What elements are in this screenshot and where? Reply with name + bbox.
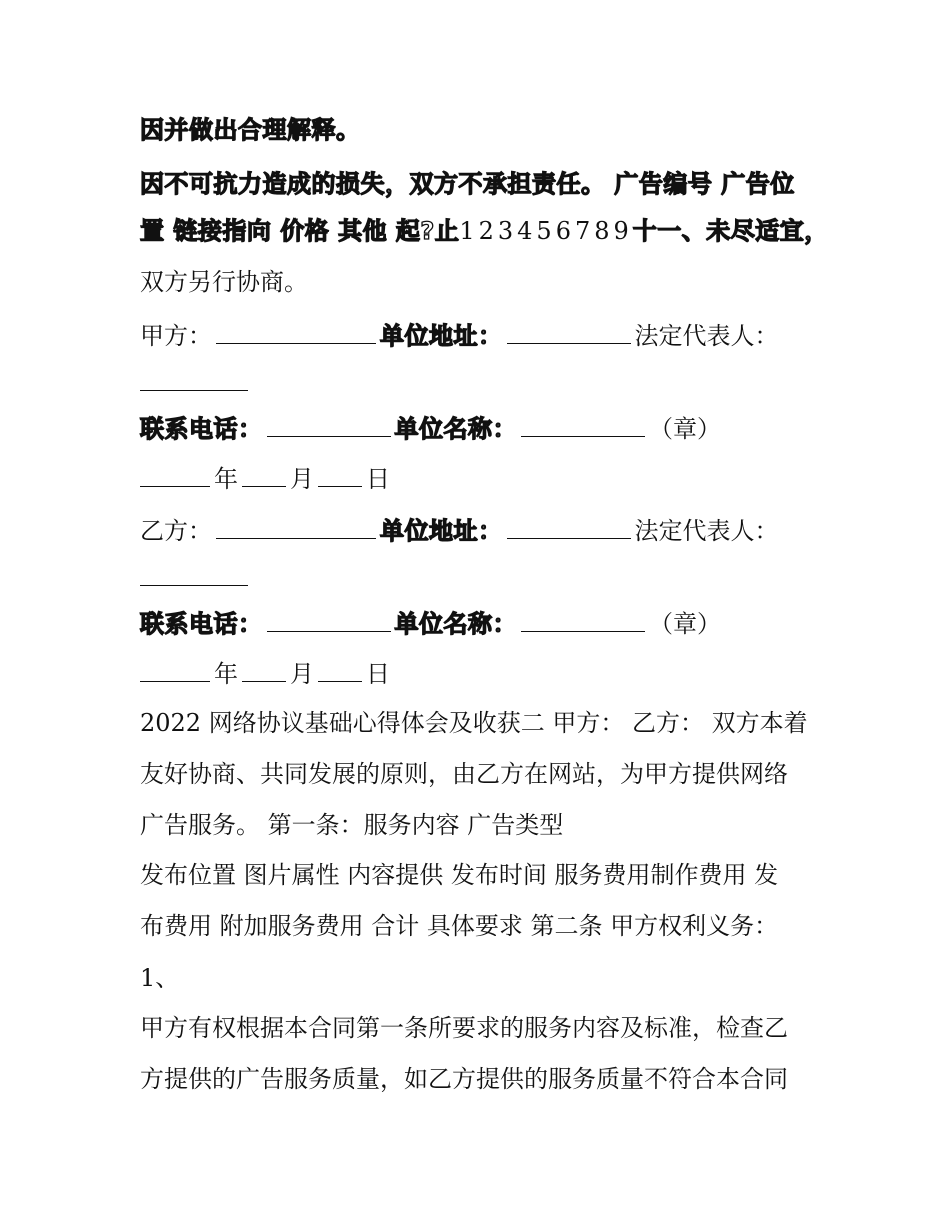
paragraph-line-3: 广告服务。 第一条：服务内容 广告类型 [140, 811, 564, 839]
text-line-3-part-b: 十一、未尽适宜， [632, 217, 829, 245]
party-a-row-2 [140, 364, 252, 399]
party-b-rep-label: 法定代表人： [634, 517, 779, 545]
party-a-address-label: 单位地址： [380, 322, 503, 350]
text-line-3-part-a: 置 链接指向 价格 其他 起?止 [140, 217, 460, 245]
party-b-day-blank [318, 655, 362, 682]
paragraph-line-7: 甲方有权根据本合同第一条所要求的服务内容及标准，检查乙 [140, 1014, 788, 1042]
party-b-seal: （章） [649, 610, 721, 638]
party-a-phone-blank [267, 410, 391, 437]
party-b-day: 日 [366, 660, 390, 688]
party-b-month: 月 [290, 660, 314, 688]
paragraph-line-5: 布费用 附加服务费用 合计 具体要求 第二条 甲方权利义务： [140, 912, 779, 940]
party-b-row-3 [140, 605, 721, 640]
party-a-row-3 [140, 410, 721, 445]
party-a-seal: （章） [649, 415, 721, 443]
paragraph-line-1: 2022 网络协议基础心得体会及收获二 甲方： 乙方： 双方本着 [140, 709, 808, 737]
party-b-rep-blank [140, 559, 248, 586]
paragraph-line-8: 方提供的广告服务质量，如乙方提供的服务质量不符合本合同 [140, 1065, 788, 1093]
party-b-label: 乙方： [140, 517, 212, 545]
paragraph-line-2: 友好协商、共同发展的原则，由乙方在网站，为甲方提供网络 [140, 760, 788, 788]
party-b-name-label: 单位名称： [394, 610, 517, 638]
paragraph-line-6: 1、 [140, 964, 180, 992]
text-line-3 [140, 215, 829, 247]
text-line-4: 双方另行协商。 [140, 268, 308, 296]
party-a-day: 日 [366, 465, 390, 493]
text-line-3-digits: 123456789 [459, 217, 633, 245]
party-b-year-blank [140, 655, 210, 682]
party-b-year: 年 [214, 660, 238, 688]
party-a-day-blank [318, 460, 362, 487]
party-a-address-blank [507, 317, 631, 344]
party-a-row-1 [140, 317, 779, 352]
party-b-row-1 [140, 512, 779, 547]
party-b-blank [216, 512, 376, 539]
party-b-phone-label: 联系电话： [140, 610, 263, 638]
party-b-phone-blank [267, 605, 391, 632]
party-a-rep-blank [140, 364, 248, 391]
party-b-row-2 [140, 559, 252, 594]
party-a-phone-label: 联系电话： [140, 415, 263, 443]
party-a-rep-label: 法定代表人： [634, 322, 779, 350]
text-line-1: 因并做出合理解释。 [140, 116, 361, 144]
text-line-2: 因不可抗力造成的损失，双方不承担责任。 广告编号 广告位 [140, 170, 795, 198]
party-a-month-blank [242, 460, 286, 487]
paragraph-line-4: 发布位置 图片属性 内容提供 发布时间 服务费用制作费用 发 [140, 861, 779, 889]
party-a-date-row [140, 460, 390, 495]
party-a-year: 年 [214, 465, 238, 493]
party-a-name-blank [521, 410, 645, 437]
party-a-year-blank [140, 460, 210, 487]
party-b-date-row [140, 655, 390, 690]
party-a-label: 甲方： [140, 322, 212, 350]
party-b-address-label: 单位地址： [380, 517, 503, 545]
party-a-blank [216, 317, 376, 344]
party-a-month: 月 [290, 465, 314, 493]
party-b-month-blank [242, 655, 286, 682]
party-a-name-label: 单位名称： [394, 415, 517, 443]
party-b-name-blank [521, 605, 645, 632]
party-b-address-blank [507, 512, 631, 539]
